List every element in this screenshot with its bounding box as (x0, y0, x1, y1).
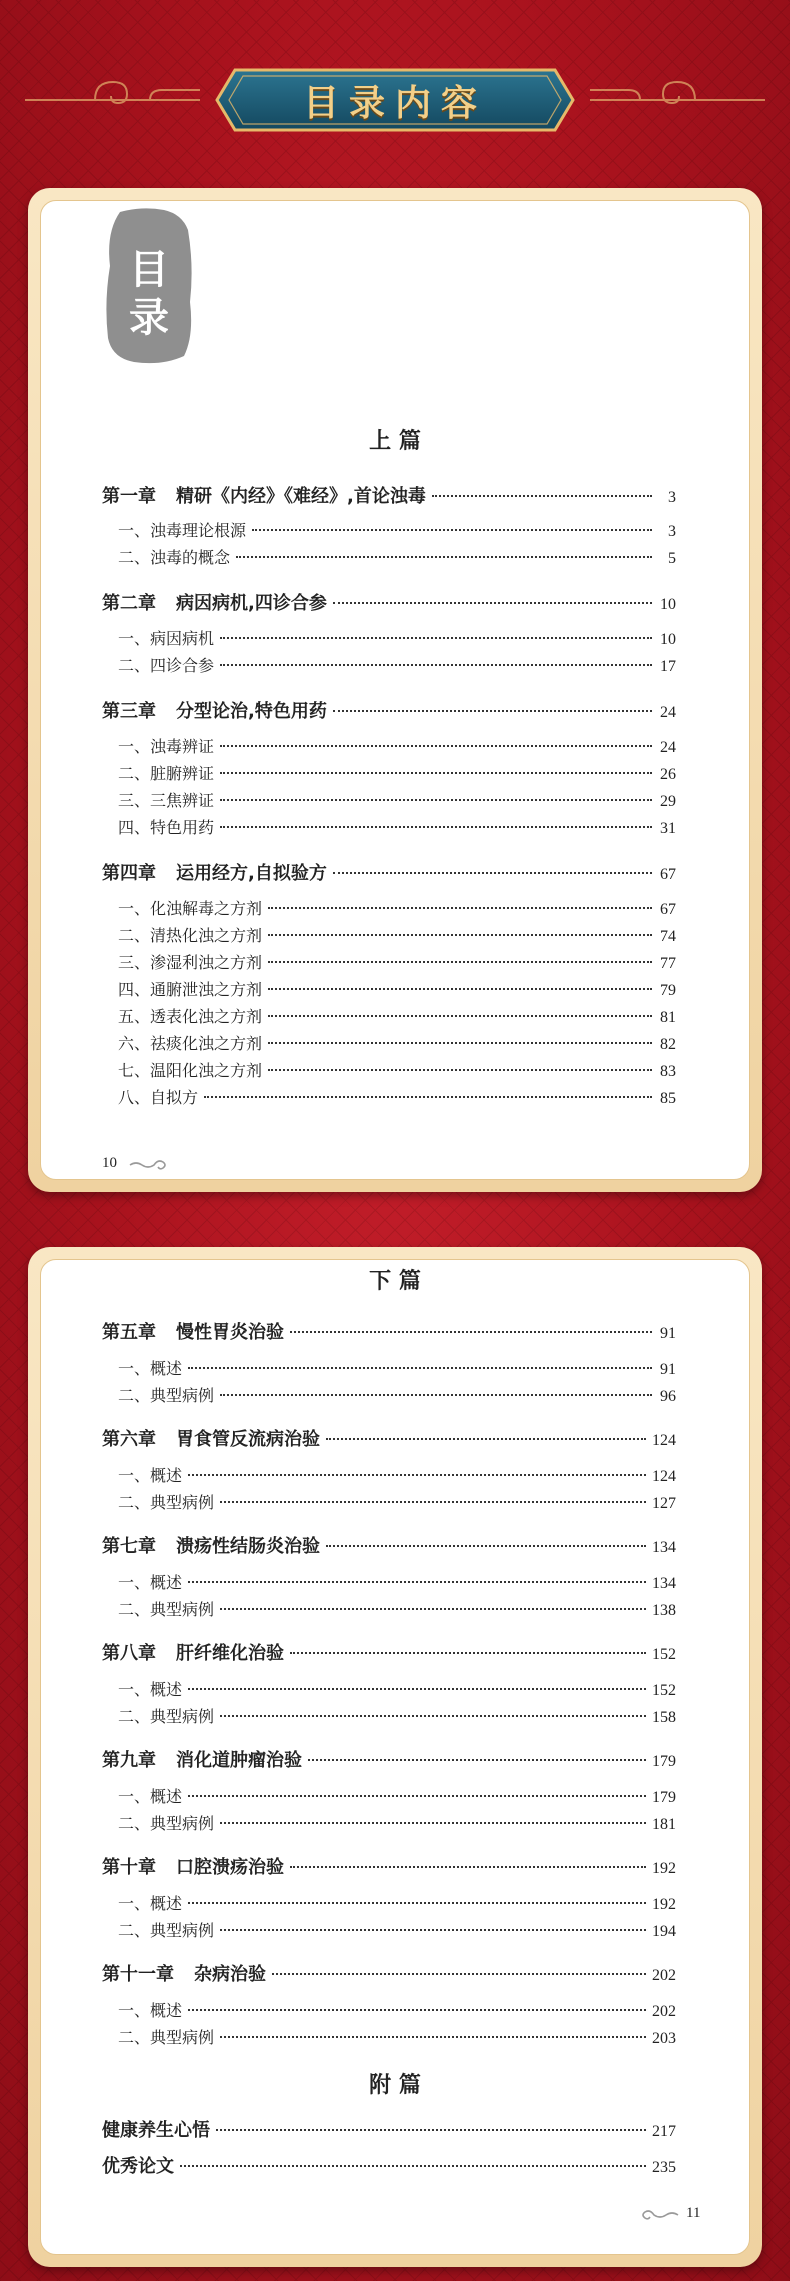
section-title: 七、温阳化浊之方剂 (118, 1061, 263, 1080)
dot-leader (220, 1822, 646, 1824)
section-title: 六、祛痰化浊之方剂 (118, 1034, 263, 1053)
stamp-text (102, 246, 196, 342)
dot-leader (308, 1759, 646, 1761)
section-title: 一、病因病机 (118, 629, 215, 648)
page-number: 138 (652, 1602, 676, 1619)
page-number: 203 (652, 2030, 676, 2047)
toc-section[interactable] (118, 761, 676, 784)
toc-section[interactable] (118, 1085, 676, 1108)
page-number: 82 (660, 1036, 676, 1053)
chapter-title: 溃疡性结肠炎治验 (176, 1536, 320, 1557)
dot-leader (333, 710, 652, 712)
chapter-title: 消化道肿瘤治验 (176, 1750, 302, 1771)
page-number: 81 (660, 1009, 676, 1026)
dot-leader (220, 1394, 652, 1396)
toc-appendix-item[interactable] (102, 2152, 676, 2178)
section-title: 二、脏腑辨证 (118, 764, 215, 783)
page-number: 67 (660, 866, 676, 883)
chapter-title: 肝纤维化治验 (176, 1643, 284, 1664)
chapter-title: 杂病治验 (194, 1964, 266, 1985)
section-title: 二、典型病例 (118, 1493, 215, 1512)
page-number: 152 (652, 1682, 676, 1699)
toc-section[interactable] (118, 1490, 676, 1513)
toc-section[interactable] (118, 1784, 676, 1807)
toc-section[interactable] (118, 1383, 676, 1406)
page-number: 83 (660, 1063, 676, 1080)
dot-leader (220, 1608, 646, 1610)
section-title: 一、概述 (118, 1787, 183, 1806)
dot-leader (268, 934, 652, 936)
dot-leader (220, 1501, 646, 1503)
page-number: 217 (652, 2123, 676, 2140)
dot-leader (204, 1096, 652, 1098)
chapter-label: 第十章 (102, 1857, 156, 1878)
toc-section[interactable] (118, 1677, 676, 1700)
dot-leader (220, 826, 652, 828)
section-title: 五、透表化浊之方剂 (118, 1007, 263, 1026)
upper-part-title: 上 篇 (369, 429, 421, 454)
section-title: 二、清热化浊之方剂 (118, 926, 263, 945)
page-number: 134 (652, 1575, 676, 1592)
chapter-title: 口腔溃疡治验 (176, 1857, 284, 1878)
dot-leader (268, 988, 652, 990)
section-title: 一、概述 (118, 1680, 183, 1699)
toc-chapter[interactable] (102, 697, 676, 723)
page-number: 77 (660, 955, 676, 972)
page-number: 26 (660, 766, 676, 783)
page-number: 202 (652, 2003, 676, 2020)
banner-title: 目录内容 (302, 82, 487, 124)
appendix-item-title: 健康养生心悟 (102, 2120, 210, 2141)
toc-section[interactable] (118, 1918, 676, 1941)
chapter-label: 第六章 (102, 1429, 156, 1450)
dot-leader (220, 799, 652, 801)
toc-section[interactable] (118, 950, 676, 973)
toc-section[interactable] (118, 518, 676, 541)
toc-section[interactable] (118, 1998, 676, 2021)
section-title: 一、概述 (118, 1359, 183, 1378)
section-title: 二、典型病例 (118, 1707, 215, 1726)
section-title: 二、典型病例 (118, 1814, 215, 1833)
page-number: 5 (668, 550, 676, 567)
section-title: 二、四诊合参 (118, 656, 215, 675)
dot-leader (188, 1474, 646, 1476)
toc-section[interactable] (118, 2025, 676, 2048)
page-number: 134 (652, 1539, 676, 1556)
page-number: 67 (660, 901, 676, 918)
dot-leader (252, 529, 652, 531)
toc-chapter[interactable] (102, 1425, 676, 1451)
toc-section[interactable] (118, 923, 676, 946)
section-title: 二、典型病例 (118, 1386, 215, 1405)
toc-section[interactable] (118, 734, 676, 757)
dot-leader (432, 495, 652, 497)
dot-leader (333, 872, 652, 874)
section-title: 一、浊毒理论根源 (118, 521, 247, 540)
chapter-label: 第七章 (102, 1536, 156, 1557)
dot-leader (220, 772, 652, 774)
dot-leader (180, 2165, 646, 2167)
section-title: 一、概述 (118, 1573, 183, 1592)
chapter-title: 运用经方,自拟验方 (176, 863, 327, 884)
page-number: 124 (652, 1468, 676, 1485)
chapter-title: 慢性胃炎治验 (176, 1322, 284, 1343)
toc-section[interactable] (118, 545, 676, 568)
chapter-label: 第二章 (102, 593, 156, 614)
dot-leader (290, 1331, 652, 1333)
toc-chapter[interactable] (102, 1853, 676, 1879)
appendix-title: 附 篇 (369, 2073, 421, 2098)
section-title: 二、典型病例 (118, 1600, 215, 1619)
chapter-label: 第四章 (102, 863, 156, 884)
section-title: 二、浊毒的概念 (118, 548, 231, 567)
page-number: 24 (660, 704, 676, 721)
dot-leader (220, 637, 652, 639)
toc-chapter[interactable] (102, 589, 676, 615)
cloud-swirl-icon (128, 1153, 172, 1173)
dot-leader (268, 1015, 652, 1017)
dot-leader (268, 907, 652, 909)
dot-leader (220, 664, 652, 666)
section-title: 四、特色用药 (118, 818, 215, 837)
page-number: 192 (652, 1896, 676, 1913)
dot-leader (188, 2009, 646, 2011)
dot-leader (272, 1973, 646, 1975)
section-title: 一、概述 (118, 1894, 183, 1913)
section-title: 一、浊毒辨证 (118, 737, 215, 756)
page-number: 74 (660, 928, 676, 945)
page-number: 91 (660, 1361, 676, 1378)
stamp-char: 录 (129, 295, 169, 341)
page-number: 79 (660, 982, 676, 999)
page-number: 10 (660, 596, 676, 613)
page-number: 127 (652, 1495, 676, 1512)
dot-leader (220, 2036, 646, 2038)
chapter-label: 第三章 (102, 701, 156, 722)
section-title: 一、概述 (118, 1466, 183, 1485)
toc-appendix-item[interactable] (102, 2116, 676, 2142)
page-number: 202 (652, 1967, 676, 1984)
cloud-swirl-icon (636, 2203, 680, 2223)
section-title: 四、通腑泄浊之方剂 (118, 980, 263, 999)
lower-part-title: 下 篇 (369, 1269, 421, 1294)
page-number: 192 (652, 1860, 676, 1877)
dot-leader (188, 1367, 652, 1369)
toc-section[interactable] (118, 1704, 676, 1727)
dot-leader (220, 1715, 646, 1717)
dot-leader (236, 556, 652, 558)
toc-chapter[interactable] (102, 1746, 676, 1772)
page-number: 31 (660, 820, 676, 837)
section-title: 二、典型病例 (118, 1921, 215, 1940)
section-title: 一、概述 (118, 2001, 183, 2020)
chapter-label: 第五章 (102, 1322, 156, 1343)
toc-section[interactable] (118, 1004, 676, 1027)
dot-leader (188, 1581, 646, 1583)
dot-leader (188, 1688, 646, 1690)
page-number-left: 10 (102, 1155, 117, 1171)
toc-chapter[interactable] (102, 1318, 676, 1344)
page-number: 85 (660, 1090, 676, 1107)
toc-chapter[interactable] (102, 1960, 676, 1986)
chapter-label: 第一章 (102, 486, 156, 507)
dot-leader (220, 1929, 646, 1931)
toc-section[interactable] (118, 1811, 676, 1834)
chapter-label: 第九章 (102, 1750, 156, 1771)
toc-section[interactable] (118, 626, 676, 649)
page-number: 10 (660, 631, 676, 648)
toc-section[interactable] (118, 1058, 676, 1081)
section-title: 三、三焦辨证 (118, 791, 215, 810)
page-number: 96 (660, 1388, 676, 1405)
chapter-title: 精研《内经》《难经》,首论浊毒 (176, 486, 426, 507)
page-number: 152 (652, 1646, 676, 1663)
toc-chapter[interactable] (102, 1532, 676, 1558)
stamp-char: 目 (129, 247, 169, 293)
page-number: 235 (652, 2159, 676, 2176)
toc-section[interactable] (118, 1031, 676, 1054)
dot-leader (290, 1866, 646, 1868)
toc-section[interactable] (118, 788, 676, 811)
page-number: 24 (660, 739, 676, 756)
page-number: 179 (652, 1753, 676, 1770)
chapter-title: 病因病机,四诊合参 (176, 593, 327, 614)
dot-leader (216, 2129, 646, 2131)
toc-chapter[interactable] (102, 859, 676, 885)
dot-leader (326, 1545, 646, 1547)
chapter-title: 胃食管反流病治验 (176, 1429, 320, 1450)
page-number: 194 (652, 1923, 676, 1940)
page-number: 91 (660, 1325, 676, 1342)
dot-leader (220, 745, 652, 747)
appendix-item-title: 优秀论文 (102, 2156, 174, 2177)
toc-section[interactable] (118, 1597, 676, 1620)
dot-leader (188, 1902, 646, 1904)
toc-section[interactable] (118, 896, 676, 919)
section-title: 八、自拟方 (118, 1088, 199, 1107)
toc-section[interactable] (118, 1891, 676, 1914)
toc-section[interactable] (118, 653, 676, 676)
dot-leader (290, 1652, 646, 1654)
toc-section[interactable] (118, 977, 676, 1000)
section-title: 三、渗湿利浊之方剂 (118, 953, 263, 972)
dot-leader (333, 602, 652, 604)
toc-chapter[interactable] (102, 482, 676, 508)
page-number: 179 (652, 1789, 676, 1806)
toc-section[interactable] (118, 815, 676, 838)
page-number: 181 (652, 1816, 676, 1833)
toc-section[interactable] (118, 1356, 676, 1379)
dot-leader (326, 1438, 646, 1440)
chapter-title: 分型论治,特色用药 (176, 701, 327, 722)
toc-chapter[interactable] (102, 1639, 676, 1665)
dot-leader (268, 961, 652, 963)
page-number: 17 (660, 658, 676, 675)
dot-leader (188, 1795, 646, 1797)
section-title: 二、典型病例 (118, 2028, 215, 2047)
dot-leader (268, 1042, 652, 1044)
page-number: 158 (652, 1709, 676, 1726)
toc-section[interactable] (118, 1570, 676, 1593)
dot-leader (268, 1069, 652, 1071)
chapter-label: 第十一章 (102, 1964, 174, 1985)
toc-section[interactable] (118, 1463, 676, 1486)
section-title: 一、化浊解毒之方剂 (118, 899, 263, 918)
page-number-right: 11 (686, 2205, 701, 2221)
page-number: 3 (668, 523, 676, 540)
chapter-label: 第八章 (102, 1643, 156, 1664)
page-number: 124 (652, 1432, 676, 1449)
page-number: 29 (660, 793, 676, 810)
page-number: 3 (668, 489, 676, 506)
